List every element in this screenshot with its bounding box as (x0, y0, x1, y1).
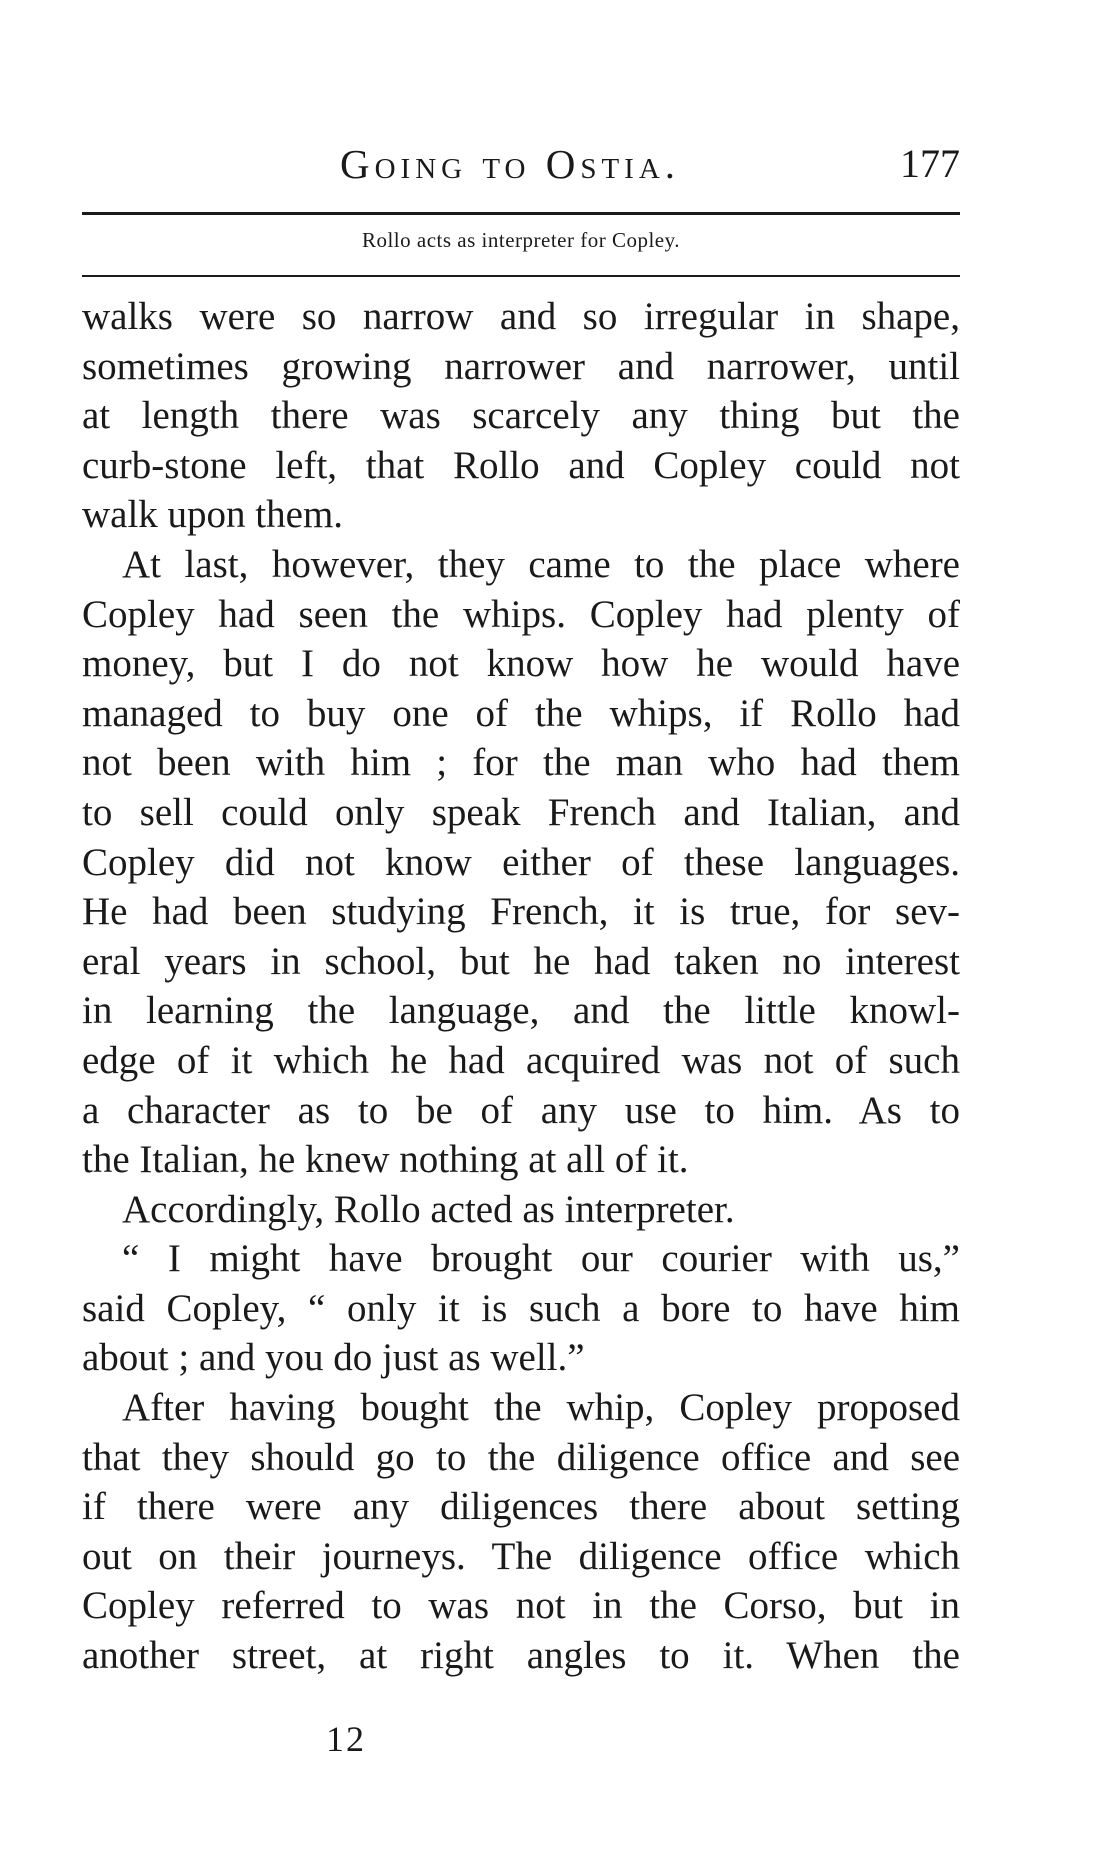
text-line: edge of it which he had acquired was not of such (82, 1038, 960, 1082)
header-rule-bottom (82, 275, 960, 277)
running-title: Going to Ostia. (339, 141, 681, 187)
text-line: Copley referred to was not in the Corso, but in (82, 1584, 960, 1628)
text-line: Copley had seen the whips. Copley had plenty of (82, 592, 960, 636)
text-line: money, but I do not know how he would have (82, 642, 960, 686)
body-text (82, 292, 960, 1681)
text-line: in learning the language, and the little knowl- (82, 989, 960, 1033)
text-line: a character as to be of any use to him. As to (82, 1088, 960, 1132)
text-line: out on their journeys. The diligence office which (82, 1534, 960, 1578)
text-line: about ; and you do just as well.” (82, 1336, 585, 1380)
text-line: another street, at right angles to it. When the (82, 1634, 960, 1678)
text-line: at length there was scarcely any thing but the (82, 394, 960, 438)
page-number: 177 (900, 141, 960, 186)
text-line: managed to buy one of the whips, if Rollo had (82, 691, 960, 735)
text-line: sometimes growing narrower and narrower, until (82, 344, 960, 388)
text-line: not been with him ; for the man who had them (82, 741, 960, 785)
text-line: Copley did not know either of these languages. (82, 840, 960, 884)
text-line: At last, however, they came to the place where (122, 542, 960, 586)
text-line: After having bought the whip, Copley proposed (122, 1386, 960, 1430)
text-line: to sell could only speak French and Italian, and (82, 790, 960, 834)
text-line: eral years in school, but he had taken no interest (82, 939, 960, 983)
text-line: if there were any diligences there about setting (82, 1485, 960, 1529)
text-line: that they should go to the diligence office and see (82, 1435, 960, 1479)
text-line: walks were so narrow and so irregular in shape, (82, 295, 960, 338)
signature-mark: 12 (326, 1719, 366, 1759)
text-line: said Copley, “ only it is such a bore to have him (82, 1286, 960, 1330)
text-line: He had been studying French, it is true, for sev- (82, 890, 960, 934)
text-line: walk upon them. (82, 493, 344, 537)
text-line: Accordingly, Rollo acted as interpreter. (122, 1187, 735, 1231)
text-line: curb-stone left, that Rollo and Copley could not (82, 443, 960, 487)
running-head (80, 140, 960, 200)
text-line: “ I might have brought our courier with us,” (122, 1237, 960, 1281)
header-rule-top (82, 212, 960, 215)
chapter-subhead: Rollo acts as interpreter for Copley. (361, 228, 681, 252)
text-line: the Italian, he knew nothing at all of it. (82, 1138, 689, 1182)
